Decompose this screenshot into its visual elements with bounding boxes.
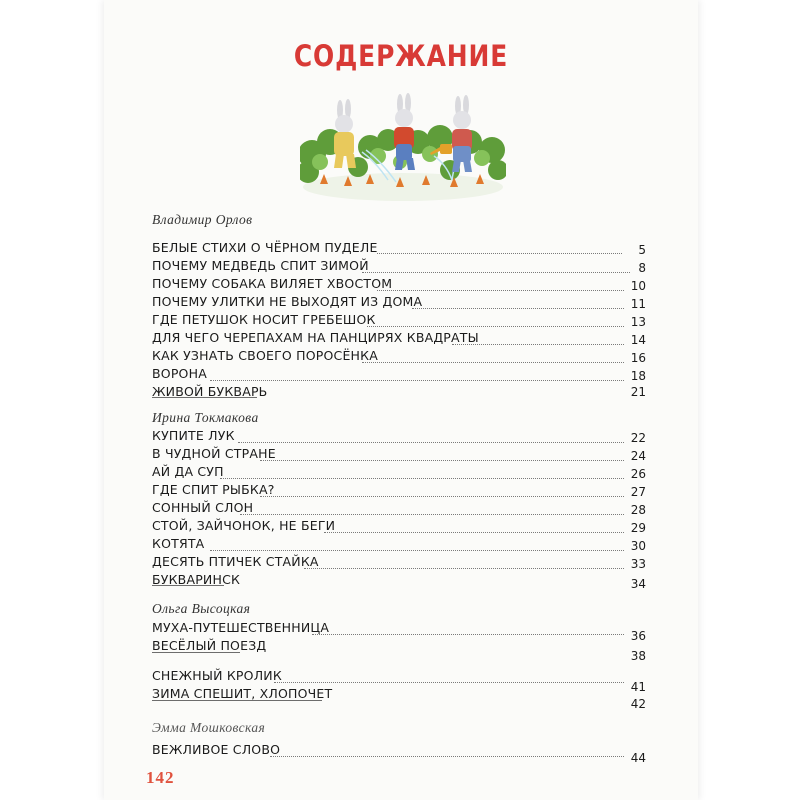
toc-entry-title: ПОЧЕМУ СОБАКА ВИЛЯЕТ ХВОСТОМ [152, 276, 393, 291]
dot-leader [452, 344, 624, 345]
toc-entry-title: КАК УЗНАТЬ СВОЕГО ПОРОСЁНКА [152, 348, 378, 363]
dot-leader [270, 756, 624, 757]
entry-underline [152, 652, 240, 653]
toc-entry[interactable] [152, 500, 646, 518]
dot-leader [274, 682, 624, 683]
toc-entry-title: ДЛЯ ЧЕГО ЧЕРЕПАХАМ НА ПАНЦИРЯХ КВАДРАТЫ [152, 330, 479, 345]
toc-entry-page: 29 [630, 521, 646, 535]
toc-entry-title: СНЕЖНЫЙ КРОЛИК [152, 668, 282, 683]
dot-leader [324, 532, 624, 533]
author-name: Ирина Токмакова [152, 410, 259, 425]
toc-entry-title: БЕЛЫЕ СТИХИ О ЧЁРНОМ ПУДЕЛЕ [152, 240, 378, 255]
toc-entry-title: СОННЫЙ СЛОН [152, 500, 254, 515]
toc-entry[interactable] [152, 366, 646, 384]
toc-entry[interactable] [152, 620, 646, 643]
toc-entry-page: 11 [630, 297, 646, 311]
toc-entry-title: ВОРОНА [152, 366, 207, 381]
toc-entry-page: 27 [630, 485, 646, 499]
toc-entry[interactable] [152, 276, 646, 294]
toc-entry-title: МУХА-ПУТЕШЕСТВЕННИЦА [152, 620, 330, 635]
toc-entry-title: ДЕСЯТЬ ПТИЧЕК СТАЙКА [152, 554, 319, 569]
author-name: Эмма Мошковская [152, 720, 266, 735]
dot-leader [312, 634, 624, 635]
dot-leader [377, 290, 624, 291]
dot-leader [362, 272, 630, 273]
toc-entry-page: 16 [630, 351, 646, 365]
toc-entry[interactable] [152, 536, 646, 554]
toc-entry[interactable] [152, 384, 646, 402]
toc-entry-page: 13 [630, 315, 646, 329]
toc-entry-page: 26 [630, 467, 646, 481]
dot-leader [210, 380, 624, 381]
toc-entry-page: 36 [630, 629, 646, 643]
toc-entry-page: 5 [638, 243, 646, 257]
toc-entry[interactable] [152, 742, 646, 765]
toc-entry-page: 44 [630, 751, 646, 765]
dot-leader [412, 308, 624, 309]
dot-leader [367, 326, 624, 327]
toc-entry[interactable] [152, 348, 646, 366]
toc-entry-page: 10 [630, 279, 646, 293]
toc-entry-page: 24 [630, 449, 646, 463]
entry-underline [152, 700, 322, 701]
toc-entry[interactable] [152, 294, 646, 312]
toc-entry-page: 34 [630, 577, 646, 591]
toc-entry[interactable] [152, 428, 646, 446]
toc-entry-title: ВЕЖЛИВОЕ СЛОВО [152, 742, 281, 757]
author-name: Владимир Орлов [152, 212, 253, 227]
toc-entry-page: 14 [630, 333, 646, 347]
toc-entry-title: КОТЯТА [152, 536, 205, 551]
toc-entry-page: 22 [630, 431, 646, 445]
author-name: Ольга Высоцкая [152, 601, 251, 616]
toc-entry-page: 41 [630, 680, 646, 694]
toc-entry[interactable] [152, 446, 646, 464]
toc-entry-title: ВЕСЁЛЫЙ ПОЕЗД [152, 638, 267, 653]
toc-entry-page: 38 [630, 649, 646, 663]
toc-entry-title: В ЧУДНОЙ СТРАНЕ [152, 446, 276, 461]
toc-entry-title: ПОЧЕМУ МЕДВЕДЬ СПИТ ЗИМОЙ [152, 258, 369, 273]
toc-entry-page: 21 [630, 385, 646, 399]
toc-entry-page: 28 [630, 503, 646, 517]
toc-entry[interactable] [152, 518, 646, 536]
dot-leader [210, 550, 624, 551]
toc-entry-title: СТОЙ, ЗАЙЧОНОК, НЕ БЕГИ [152, 518, 336, 533]
toc-entry[interactable] [152, 554, 646, 572]
page-title: СОДЕРЖАНИЕ [293, 39, 509, 73]
toc-entry[interactable] [152, 638, 646, 663]
toc-entry-title: ГДЕ СПИТ РЫБКА? [152, 482, 275, 497]
dot-leader [377, 253, 622, 254]
page-number: 142 [146, 768, 175, 787]
toc-entry-title: КУПИТЕ ЛУК [152, 428, 235, 443]
dot-leader [260, 496, 624, 497]
dot-leader [240, 514, 624, 515]
dot-leader [238, 442, 624, 443]
dot-leader [220, 478, 624, 479]
toc-entry-title: ЗИМА СПЕШИТ, ХЛОПОЧЕТ [152, 686, 333, 701]
toc-entry-page: 33 [630, 557, 646, 571]
toc-entry-title: БУКВАРИНСК [152, 572, 241, 587]
toc-entry[interactable] [152, 312, 646, 330]
toc-entry-page: 30 [630, 539, 646, 553]
toc-entry[interactable] [152, 572, 646, 590]
book-page [104, 0, 698, 800]
toc-entry-title: АЙ ДА СУП [152, 464, 224, 479]
toc-entry-page: 18 [630, 369, 646, 383]
toc-entry[interactable] [152, 330, 646, 348]
toc-entry[interactable] [152, 686, 646, 711]
toc-entry-page: 8 [638, 261, 646, 275]
rabbits-gardening-illustration [300, 92, 506, 202]
entry-underline [152, 397, 257, 398]
dot-leader [260, 460, 624, 461]
toc-entry-page: 42 [630, 697, 646, 711]
toc-entry[interactable] [152, 258, 646, 276]
toc-entry[interactable] [152, 482, 646, 500]
toc-entry-title: ГДЕ ПЕТУШОК НОСИТ ГРЕБЕШОК [152, 312, 376, 327]
dot-leader [362, 362, 624, 363]
toc-entry-title: ПОЧЕМУ УЛИТКИ НЕ ВЫХОДЯТ ИЗ ДОМА [152, 294, 423, 309]
toc-entry-title: ЖИВОЙ БУКВАРЬ [152, 384, 268, 399]
toc-entry[interactable] [152, 464, 646, 482]
toc-entry[interactable] [152, 240, 646, 258]
dot-leader [304, 568, 624, 569]
entry-underline [152, 585, 224, 586]
